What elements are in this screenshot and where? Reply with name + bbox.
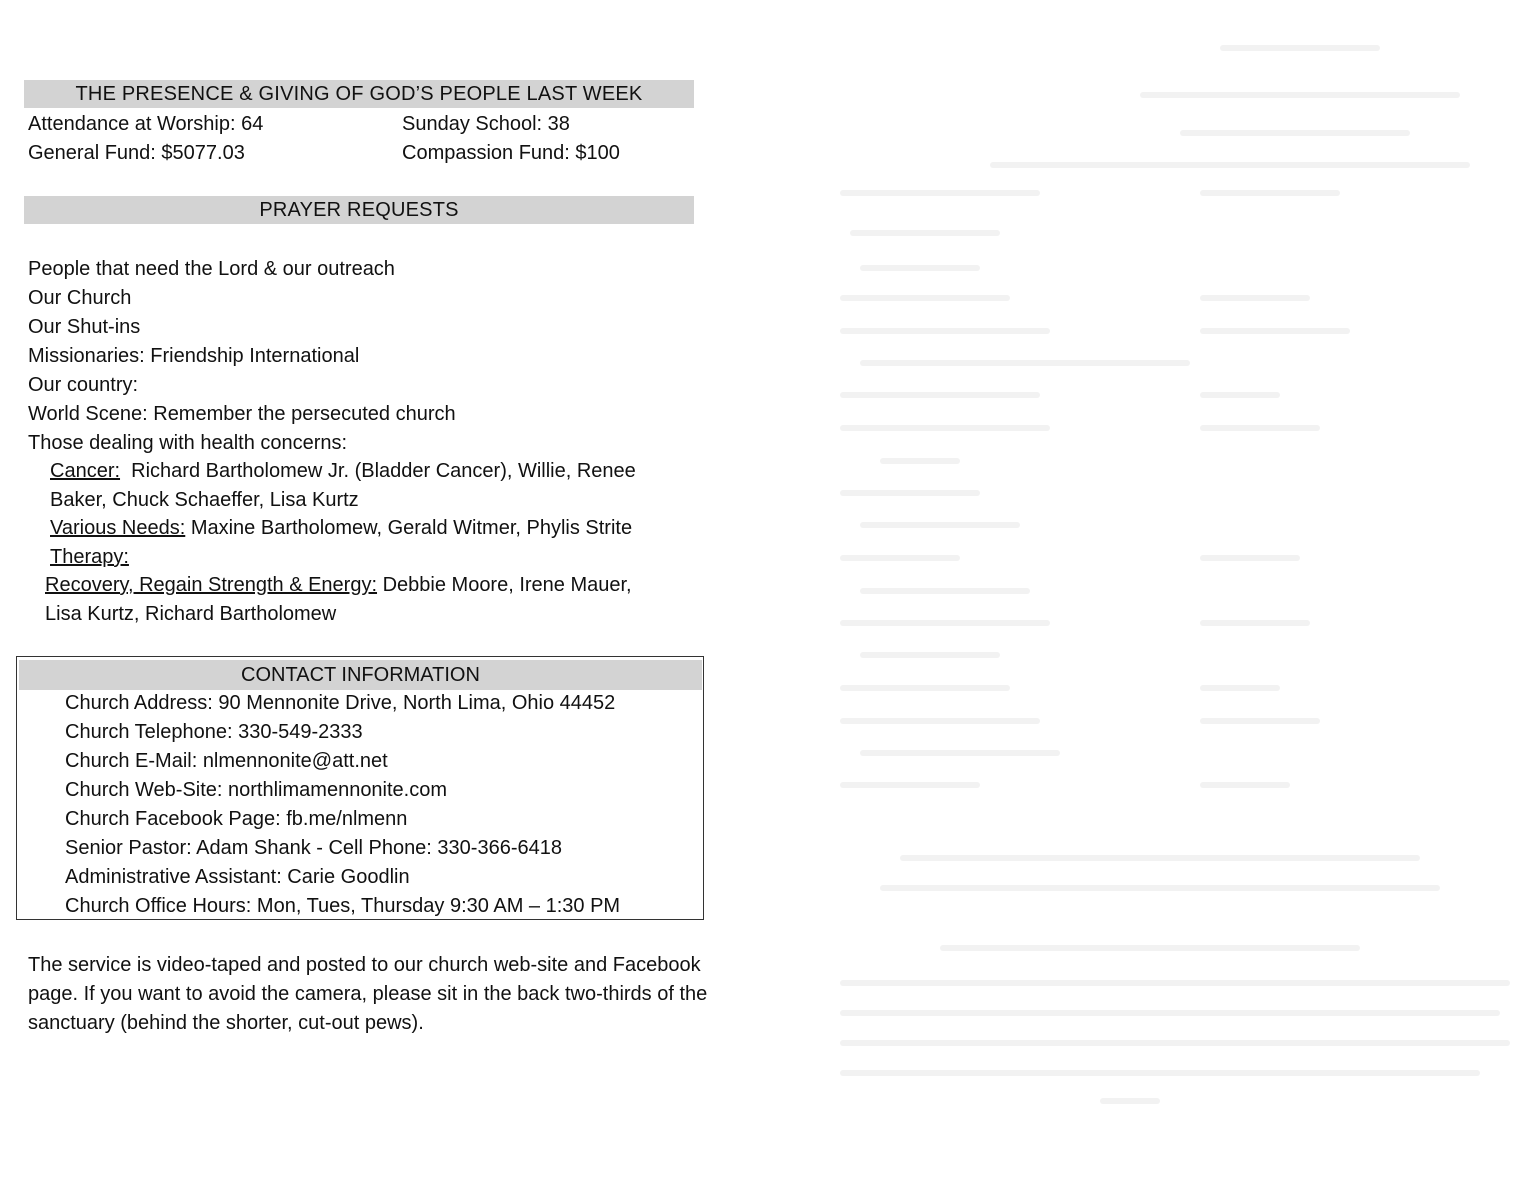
prayer-item: People that need the Lord & our outreach <box>28 258 395 280</box>
cancer-line <box>50 457 636 486</box>
contact-information-header: CONTACT INFORMATION <box>19 660 702 690</box>
prayer-item: Missionaries: Friendship International <box>28 345 360 367</box>
prayer-requests-header: PRAYER REQUESTS <box>24 196 694 224</box>
church-email: Church E-Mail: nlmennonite@att.net <box>65 750 388 772</box>
last-week-header: THE PRESENCE & GIVING OF GOD’S PEOPLE LAST WEEK <box>24 80 694 108</box>
various-needs-label: Various Needs: <box>50 517 186 539</box>
senior-pastor: Senior Pastor: Adam Shank - Cell Phone: 330-366-6418 <box>65 837 562 859</box>
therapy-label: Therapy: <box>50 546 129 568</box>
cancer-label: Cancer: <box>50 460 121 482</box>
contact-information-box <box>16 656 704 920</box>
church-telephone: Church Telephone: 330-549-2333 <box>65 721 363 743</box>
office-hours: Church Office Hours: Mon, Tues, Thursday 9:30 AM – 1:30 PM <box>65 895 621 917</box>
bleed-through-texture <box>840 30 1520 1130</box>
prayer-item: Our Church <box>28 287 132 309</box>
prayer-item: World Scene: Remember the persecuted church <box>28 403 456 425</box>
cancer-names-cont: Baker, Chuck Schaeffer, Lisa Kurtz <box>50 489 359 511</box>
church-address: Church Address: 90 Mennonite Drive, North Lima, Ohio 44452 <box>65 692 616 714</box>
prayer-item: Those dealing with health concerns: <box>28 432 348 454</box>
therapy-line <box>50 543 129 572</box>
church-website: Church Web-Site: northlimamennonite.com <box>65 779 448 801</box>
sunday-school-text: Sunday School: 38 <box>402 113 570 135</box>
prayer-item: Our country: <box>28 374 139 396</box>
various-needs-line <box>50 514 632 543</box>
cancer-names: Richard Bartholomew Jr. (Bladder Cancer), Willie, Renee <box>131 460 636 482</box>
general-fund-text: General Fund: $5077.03 <box>28 142 245 164</box>
recovery-label: Recovery, Regain Strength & Energy: <box>45 574 378 596</box>
attendance-text: Attendance at Worship: 64 <box>28 113 264 135</box>
recovery-names-cont: Lisa Kurtz, Richard Bartholomew <box>45 603 337 625</box>
administrative-assistant: Administrative Assistant: Carie Goodlin <box>65 866 410 888</box>
prayer-item: Our Shut-ins <box>28 316 141 338</box>
various-needs-names: Maxine Bartholomew, Gerald Witmer, Phylis Strite <box>190 517 633 539</box>
recovery-names: Debbie Moore, Irene Mauer, <box>382 574 632 596</box>
video-notice: The service is video-taped and posted to our church web-site and Facebook page. If you want to avoid the camera, please sit in the back two-thirds of the sanctuary (behind the shorter, cut-out pews). <box>28 954 708 1034</box>
recovery-line <box>45 571 632 600</box>
church-facebook: Church Facebook Page: fb.me/nlmenn <box>65 808 408 830</box>
compassion-fund-text: Compassion Fund: $100 <box>402 142 620 164</box>
